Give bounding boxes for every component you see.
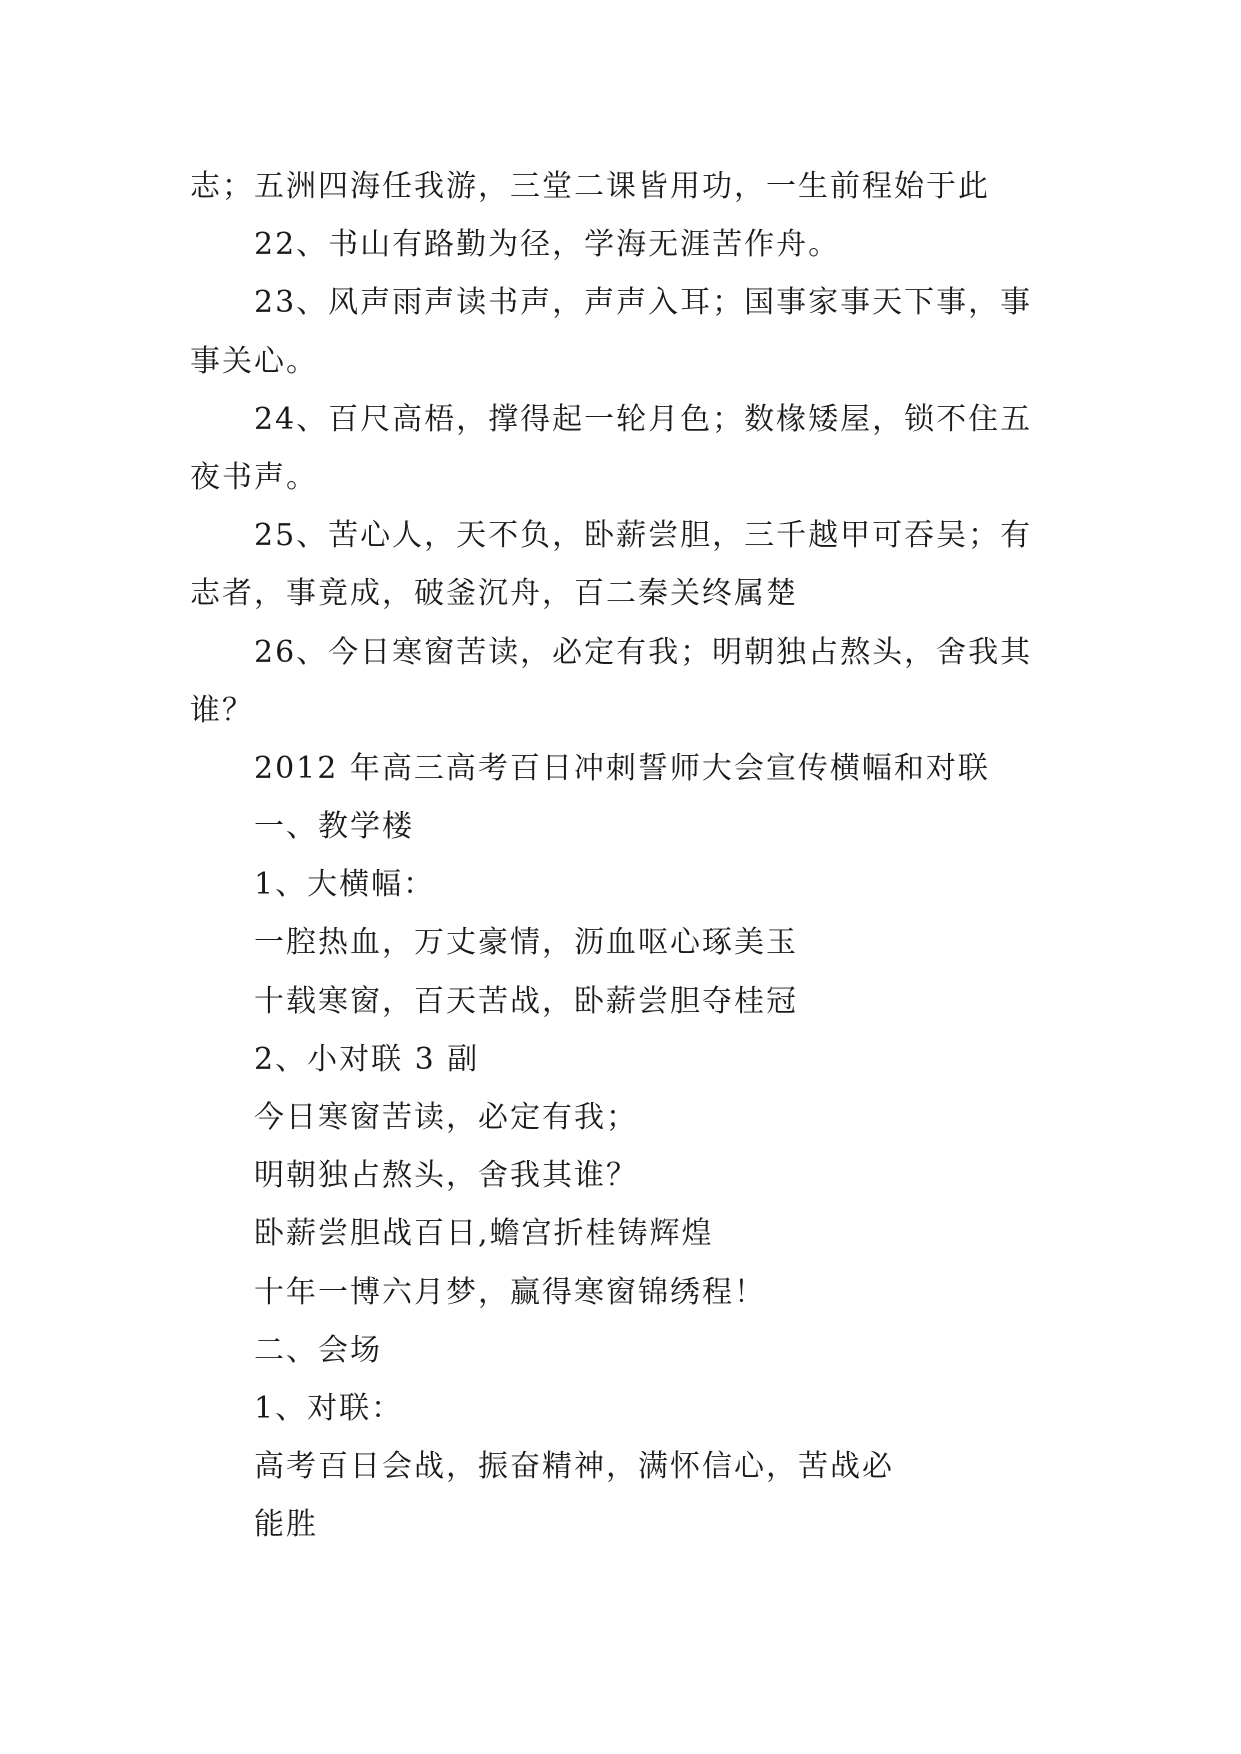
text-line: 志；五洲四海任我游，三堂二课皆用功，一生前程始于此 bbox=[190, 169, 990, 204]
text-line: 25、苦心人，天不负，卧薪尝胆，三千越甲可吞吴；有 bbox=[254, 518, 1033, 554]
section-title: 2012 年高三高考百日冲刺誓师大会宣传横幅和对联 bbox=[254, 750, 990, 786]
text-line: 22、书山有路勤为径，学海无涯苦作舟。 bbox=[254, 227, 841, 263]
text-line: 十载寒窗，百天苦战，卧薪尝胆夺桂冠 bbox=[254, 983, 798, 1019]
text-line: 今日寒窗苦读，必定有我； bbox=[254, 1100, 638, 1135]
text-line: 23、风声雨声读书声，声声入耳；国事家事天下事，事 bbox=[254, 285, 1033, 321]
text-line: 夜书声。 bbox=[190, 459, 318, 495]
text-line: 能胜 bbox=[254, 1507, 318, 1543]
section-heading: 一、教学楼 bbox=[254, 809, 414, 845]
document-body bbox=[190, 158, 1050, 1555]
subsection-heading: 1、对联： bbox=[254, 1390, 404, 1426]
section-heading: 二、会场 bbox=[254, 1332, 382, 1368]
text-line: 志者，事竟成，破釜沉舟，百二秦关终属楚 bbox=[190, 576, 798, 612]
text-line: 卧薪尝胆战百日,蟾宫折桂铸辉煌 bbox=[254, 1216, 714, 1252]
text-line: 十年一博六月梦，赢得寒窗锦绣程！ bbox=[254, 1274, 766, 1310]
text-line: 事关心。 bbox=[190, 343, 318, 379]
subsection-heading: 1、大横幅： bbox=[254, 867, 436, 903]
text-line: 26、今日寒窗苦读，必定有我；明朝独占熬头，舍我其 bbox=[254, 634, 1033, 670]
subsection-heading: 2、小对联 3 副 bbox=[254, 1041, 480, 1077]
text-line: 高考百日会战，振奋精神，满怀信心，苦战必 bbox=[254, 1449, 894, 1485]
text-line: 24、百尺高梧，撑得起一轮月色；数椽矮屋，锁不住五 bbox=[254, 401, 1033, 437]
text-line: 明朝独占熬头，舍我其谁？ bbox=[254, 1158, 638, 1194]
text-line: 一腔热血，万丈豪情，沥血呕心琢美玉 bbox=[254, 925, 798, 961]
text-line: 谁？ bbox=[190, 692, 254, 728]
